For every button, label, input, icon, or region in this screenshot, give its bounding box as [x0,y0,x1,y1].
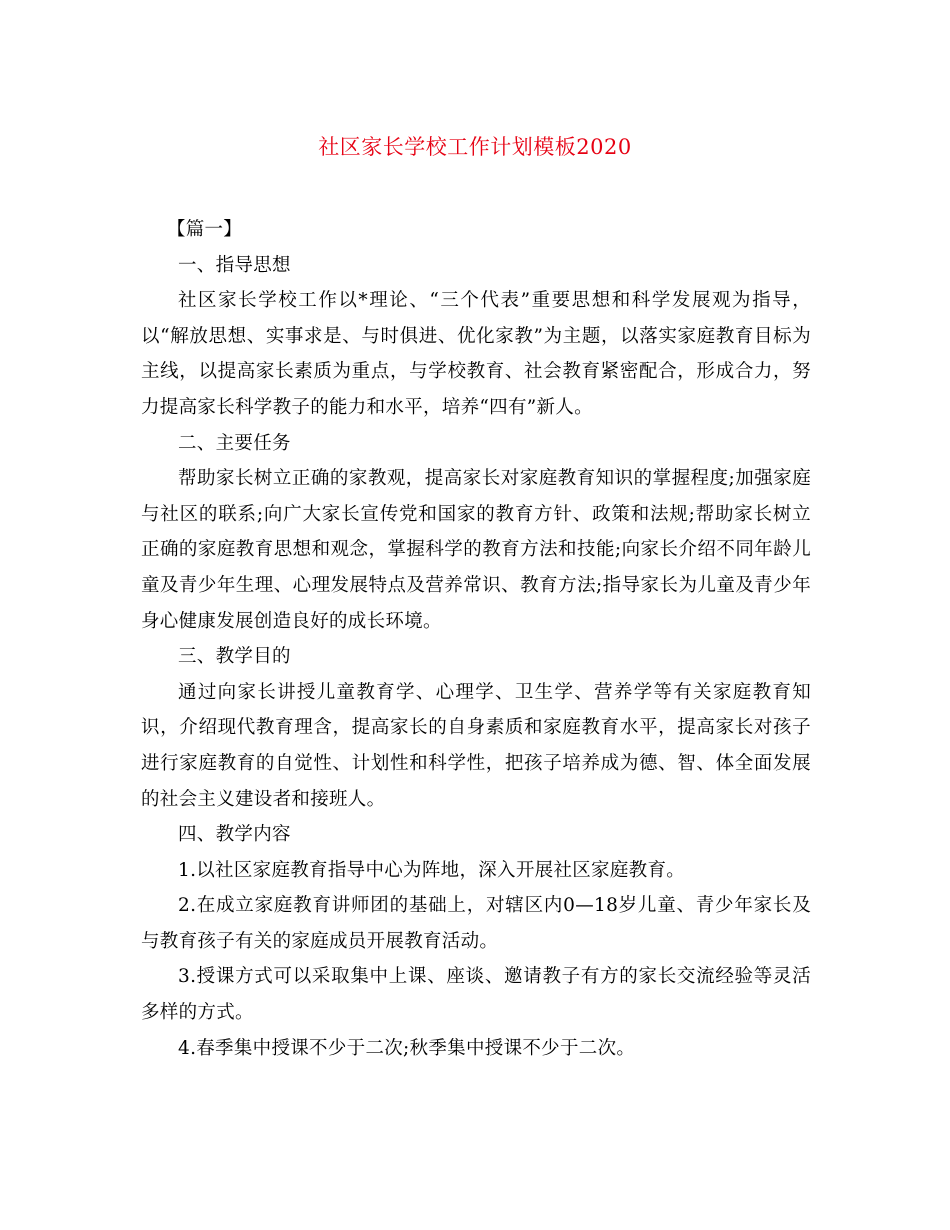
list-item: 1.以社区家庭教育指导中心为阵地，深入开展社区家庭教育。 [178,859,686,881]
section-paragraph: 社区家长学校工作以*理论、“三个代表”重要思想和科学发展观为指导，以“解放思想、实事求是、与时俱进、优化家教”为主题，以落实家庭教育目标为主线，以提高家长素质为重点，与学校教育、社会教育紧密配合，形成合力，努力提高家长科学教子的能力和水平，培养“四有”新人。 [141,290,811,418]
section-heading: 二、主要任务 [178,432,291,454]
section-heading: 一、指导思想 [178,254,291,276]
section-heading: 三、教学目的 [178,646,291,668]
document-title: 社区家长学校工作计划模板2020 [318,135,632,159]
section-heading: 四、教学内容 [178,824,291,846]
list-item: 3.授课方式可以采取集中上课、座谈、邀请教子有方的家长交流经验等灵活多样的方式。 [141,966,811,1024]
section-paragraph: 帮助家长树立正确的家教观，提高家长对家庭教育知识的掌握程度;加强家庭与社区的联系;向广大家长宣传党和国家的教育方针、政策和法规;帮助家长树立正确的家庭教育思想和观念，掌握科学的教育方法和技能;向家长介绍不同年龄儿童及青少年生理、心理发展特点及营养常识、教育方法;指导家长为儿童及青少年身心健康发展创造良好的成长环境。 [141,468,811,632]
list-item: 4.春季集中授课不少于二次;秋季集中授课不少于二次。 [178,1037,636,1059]
section-paragraph: 通过向家长讲授儿童教育学、心理学、卫生学、营养学等有关家庭教育知识，介绍现代教育理含，提高家长的自身素质和家庭教育水平，提高家长对孩子进行家庭教育的自觉性、计划性和科学性，把孩子培养成为德、智、体全面发展的社会主义建设者和接班人。 [141,681,811,810]
document-body [141,212,811,1066]
part-label: 【篇一】 [166,219,243,240]
list-item: 2.在成立家庭教育讲师团的基础上，对辖区内0—18岁儿童、青少年家长及与教育孩子有关的家庭成员开展教育活动。 [141,895,811,952]
